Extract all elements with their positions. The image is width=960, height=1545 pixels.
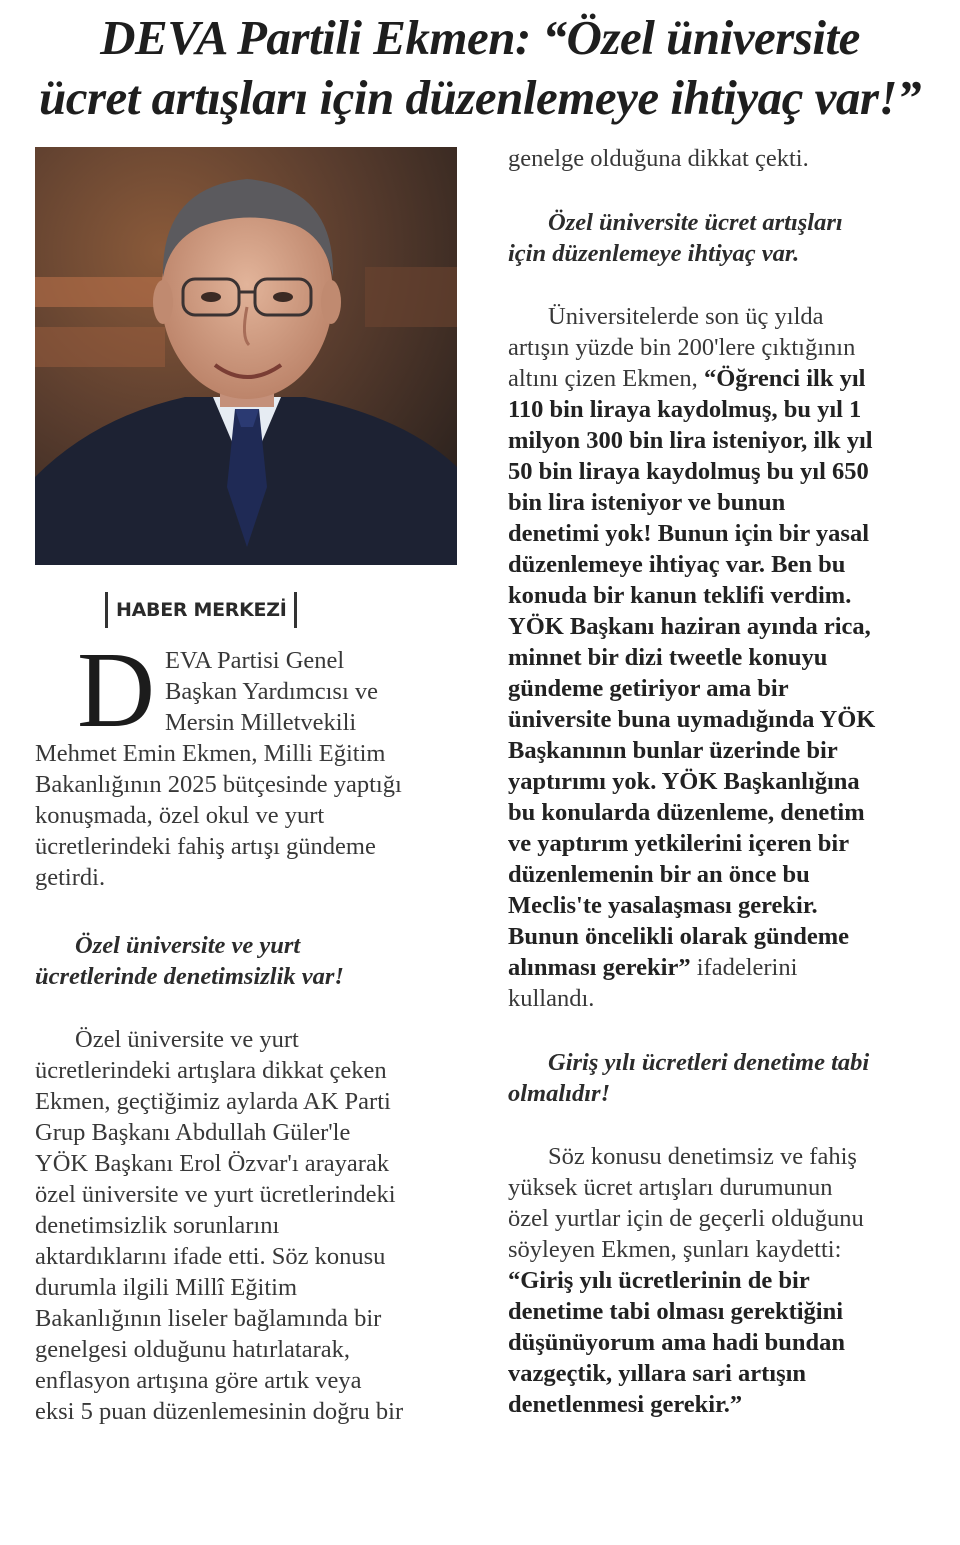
text-line: genelge olduğuna dikkat çekti. xyxy=(508,145,809,172)
text-line: Özel üniversite ve yurt xyxy=(75,1026,299,1053)
quote-line: minnet bir dizi tweetle konuyu xyxy=(508,644,828,671)
quote-line: Başkanının bunlar üzerinde bir xyxy=(508,737,838,764)
intro-paragraph xyxy=(35,631,460,893)
subheading-2 xyxy=(508,207,938,269)
text-line: Mehmet Emin Ekmen, Milli Eğitim xyxy=(35,740,386,767)
quote-line: düşünüyorum ama hadi bundan xyxy=(508,1329,846,1356)
quote-line: 50 bin liraya kaydolmuş bu yıl 650 xyxy=(508,458,869,485)
quote-line: vazgeçtik, yıllara sari artışın xyxy=(508,1360,807,1387)
right-column xyxy=(508,143,938,1420)
paragraph-3 xyxy=(508,301,938,1014)
quote-line: Bunun öncelikli olarak gündeme xyxy=(508,923,850,950)
text-line: Başkan Yardımcısı ve xyxy=(165,678,378,705)
text-line: getirdi. xyxy=(35,864,106,891)
text-line: kullandı. xyxy=(508,985,595,1012)
subheading-line: için düzenlemeye ihtiyaç var. xyxy=(508,240,800,267)
text-line: konuşmada, özel okul ve yurt xyxy=(35,802,325,829)
text-line: özel yurtlar için de geçerli olduğunu xyxy=(508,1205,864,1232)
quote-line: YÖK Başkanı haziran ayında rica, xyxy=(508,613,871,640)
headline-line-1: DEVA Partili Ekmen: “Özel üniversite xyxy=(100,10,860,65)
text-line: söyleyen Ekmen, şunları kaydetti: xyxy=(508,1236,842,1263)
subheading-3 xyxy=(508,1047,938,1109)
paragraph-4 xyxy=(508,1141,938,1420)
text-line: ücretlerindeki artışlara dikkat çeken xyxy=(35,1057,387,1084)
text-line: denetimsizlik sorunlarını xyxy=(35,1212,280,1239)
quote-line: gündeme getiriyor ama bir xyxy=(508,675,789,702)
quote-line: üniversite buna uymadığında YÖK xyxy=(508,706,876,733)
text-run: altını çizen Ekmen, xyxy=(508,365,704,392)
quote-line: denetlenmesi gerekir.” xyxy=(508,1391,743,1418)
text-line: Ekmen, geçtiğimiz aylarda AK Parti xyxy=(35,1088,391,1115)
quote-line: bu konularda düzenleme, denetim xyxy=(508,799,865,826)
subheading-line: ücretlerinde denetimsizlik var! xyxy=(35,963,344,990)
text-line: ücretlerindeki fahiş artışı gündeme xyxy=(35,833,376,860)
quote-run: “Öğrenci ilk yıl xyxy=(703,365,866,392)
text-line: Bakanlığının liseler bağlamında bir xyxy=(35,1305,382,1332)
subheading-line: Özel üniversite ücret artışları xyxy=(548,209,843,236)
quote-line: konuda bir kanun teklifi verdim. xyxy=(508,582,852,609)
text-line: artışın yüzde bin 200'lere çıktığının xyxy=(508,334,856,361)
headline-line-2: ücret artışları için düzenlemeye ihtiyaç var!” xyxy=(38,70,922,125)
text-line: özel üniversite ve yurt ücretlerindeki xyxy=(35,1181,396,1208)
drop-cap: D xyxy=(77,631,155,750)
quote-line: “Giriş yılı ücretlerinin de bir xyxy=(508,1267,810,1294)
byline: HABER MERKEZİ xyxy=(105,592,297,628)
subheading-line: olmalıdır! xyxy=(508,1080,611,1107)
quote-line: denetime tabi olması gerektiğini xyxy=(508,1298,844,1325)
subheading-line: Giriş yılı ücretleri denetime tabi xyxy=(548,1049,870,1076)
text-line: durumla ilgili Millî Eğitim xyxy=(35,1274,298,1301)
text-line: YÖK Başkanı Erol Özvar'ı arayarak xyxy=(35,1150,390,1177)
left-column xyxy=(35,631,460,1427)
text-line xyxy=(508,363,938,394)
text-line: eksi 5 puan düzenlemesinin doğru bir xyxy=(35,1398,404,1425)
text-line: yüksek ücret artışları durumunun xyxy=(508,1174,833,1201)
headline xyxy=(0,8,960,128)
quote-line: bin lira isteniyor ve bunun xyxy=(508,489,786,516)
text-line xyxy=(508,952,938,983)
subheading-line: Özel üniversite ve yurt xyxy=(75,932,301,959)
continuation-line xyxy=(508,143,938,174)
subheading-1 xyxy=(35,930,460,992)
text-line: Üniversitelerde son üç yılda xyxy=(548,303,824,330)
quote-line: Meclis'te yasalaşması gerekir. xyxy=(508,892,818,919)
text-line: Grup Başkanı Abdullah Güler'le xyxy=(35,1119,351,1146)
portrait-illustration xyxy=(35,147,457,565)
quote-line: düzenlemeye ihtiyaç var. Ben bu xyxy=(508,551,846,578)
quote-line: 110 bin liraya kaydolmuş, bu yıl 1 xyxy=(508,396,862,423)
quote-line: düzenlemenin bir an önce bu xyxy=(508,861,810,888)
text-line: aktardıklarını ifade etti. Söz konusu xyxy=(35,1243,386,1270)
text-line: Mersin Milletvekili xyxy=(165,709,357,736)
text-line: Söz konusu denetimsiz ve fahiş xyxy=(548,1143,857,1170)
text-run: ifadelerini xyxy=(690,954,798,981)
text-line: Bakanlığının 2025 bütçesinde yaptığı xyxy=(35,771,402,798)
quote-line: yaptırımı yok. YÖK Başkanlığına xyxy=(508,768,860,795)
quote-run: alınması gerekir” xyxy=(508,954,691,981)
paragraph-2 xyxy=(35,1024,460,1427)
text-line: enflasyon artışına göre artık veya xyxy=(35,1367,362,1394)
text-line: genelgesi olduğunu hatırlatarak, xyxy=(35,1336,350,1363)
portrait-photo xyxy=(35,147,457,565)
quote-line: milyon 300 bin lira isteniyor, ilk yıl xyxy=(508,427,873,454)
quote-line: denetimi yok! Bunun için bir yasal xyxy=(508,520,870,547)
text-line: EVA Partisi Genel xyxy=(165,647,345,674)
quote-line: ve yaptırım yetkilerini içeren bir xyxy=(508,830,850,857)
